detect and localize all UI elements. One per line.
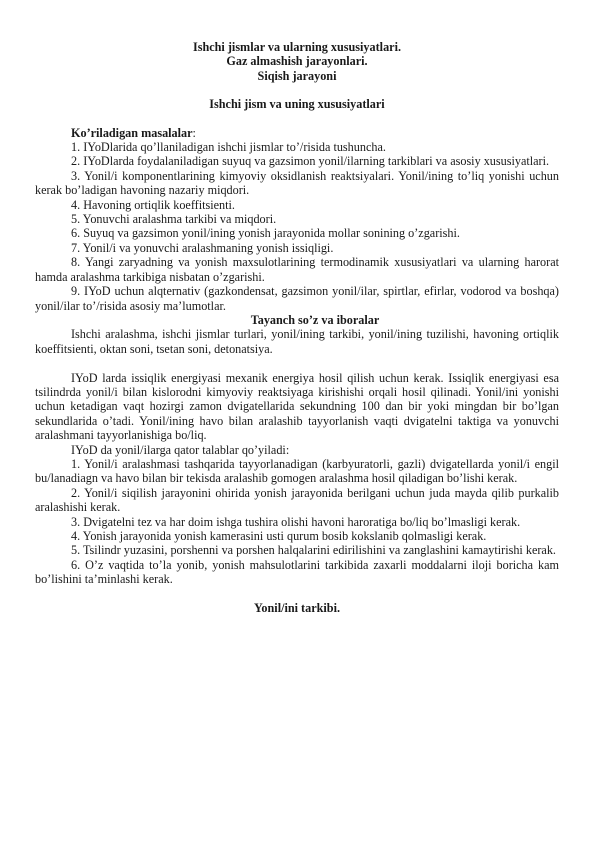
requirement-item-1: 1. Yonil/i aralashmasi tashqarida tayyorlanadigan (karbyuratorli, gazli) dvigatellarda yonil/i engil bu/lanadiagn va havo bilan bir tekisda aralashib gomogen aralashma hosil qiladigan bo’lishi kerak.: [35, 456, 559, 486]
title-line-2: Gaz almashish jarayonlari.: [226, 54, 368, 69]
title-line-1: Ishchi jismlar va ularning xususiyatlari.: [192, 40, 401, 54]
task-item-9: 9. IYoD uchun alqternativ (gazkondensat, gazsimon yonil/ilar, spirtlar, efirlar, vodorod va boshqa) yonil/ilar to’/risida asosiy ma’lumotlar.: [35, 284, 559, 313]
keywords-paragraph: Ishchi aralashma, ishchi jismlar turlari, yonil/ining tarkibi, yonil/ining tuzilishi, havoning ortiqlik koeffitsienti, oktan soni, tsetan soni, detonatsiya.: [35, 327, 559, 356]
final-heading: Yonil/ini tarkibi.: [253, 600, 340, 615]
document-page: [35, 40, 559, 615]
document-title: [35, 40, 559, 83]
section-heading: Ishchi jism va uning xususiyatlari: [209, 97, 385, 112]
requirements-intro: IYoD da yonil/ilarga qator talablar qo’yiladi:: [71, 442, 290, 457]
task-item-7: 7. Yonil/i va yonuvchi aralashmaning yonish issiqligi.: [71, 240, 334, 255]
intro-paragraph: IYoD larda issiqlik energiyasi mexanik energiya hosil qilish uchun kerak. Issiqlik energiyasi esa tsilindrda yonil/i bilan kislorodni kimyoviy reaktsiyaga kirishishi orqali hosil qilinadi. Yonil/ini yonishi uchun ketadigan vaqt hozirgi zamon dvigatellarida sekundning 100 dan bir yoki mingdan bir bo’lgan sekundlarida o’tadi. Yonil/ining havo bilan aralashib tayyorlanish vaqti dvigatelni taktiga va yonuvchi aralashmani tayyorlanishiga bo/liq.: [35, 370, 559, 443]
requirement-item-4: 4. Yonish jarayonida yonish kamerasini usti qurum bosib kokslanib qolmasligi kerak.: [71, 528, 487, 543]
tasks-heading-colon: :: [192, 125, 196, 140]
keywords-heading: Tayanch so’z va iboralar: [250, 312, 380, 327]
task-item-3: 3. Yonil/i komponentlarining kimyoviy oksidlanish reaktsiyalari. Yonil/ining to’liq yonishi uchun kerak bo’ladigan havoning nazariy miqdori.: [35, 168, 559, 198]
task-item-5: 5. Yonuvchi aralashma tarkibi va miqdori.: [71, 212, 277, 227]
requirement-item-3: 3. Dvigatelni tez va har doim ishga tushira olishi havoni haroratiga bo/liq bo’lmasligi kerak.: [71, 514, 521, 529]
requirement-item-2: 2. Yonil/i siqilish jarayonini ohirida yonish jarayonida berilgani uchun juda mayda qilib purkalib aralashishi kerak.: [35, 485, 559, 515]
requirement-item-5: 5. Tsilindr yuzasini, porshenni va porshen halqalarini edirilishini va zanglashini kamaytirishi kerak.: [71, 543, 556, 558]
task-item-2: 2. IYoDlarda foydalaniladigan suyuq va gazsimon yonil/ilarning tarkiblari va asosiy xususiyatlari.: [71, 154, 550, 169]
task-item-6: 6. Suyuq va gazsimon yonil/ining yonish jarayonida mollar sonining o’zgarishi.: [71, 226, 460, 241]
task-item-1: 1. IYoDlarida qo’llaniladigan ishchi jismlar to’/risida tushuncha.: [71, 140, 386, 155]
requirement-item-6: 6. O’z vaqtida to’la yonib, yonish mahsulotlarini tarkibida zaxarli moddalarni iloji boricha kam bo’lishini ta’minlashi kerak.: [35, 557, 559, 587]
title-line-3: Siqish jarayoni: [257, 68, 337, 83]
tasks-heading: [35, 126, 559, 140]
tasks-heading-label: Ko’riladigan masalalar: [71, 125, 193, 140]
paragraph-gap: [35, 356, 559, 370]
task-item-8: 8. Yangi zaryadning va yonish maxsulotlarining termodinamik xususiyatlari va ularning harorat hamda aralashma tarkibiga nisbatan o’zgarishi.: [35, 255, 559, 284]
task-item-4: 4. Havoning ortiqlik koeffitsienti.: [71, 197, 235, 212]
